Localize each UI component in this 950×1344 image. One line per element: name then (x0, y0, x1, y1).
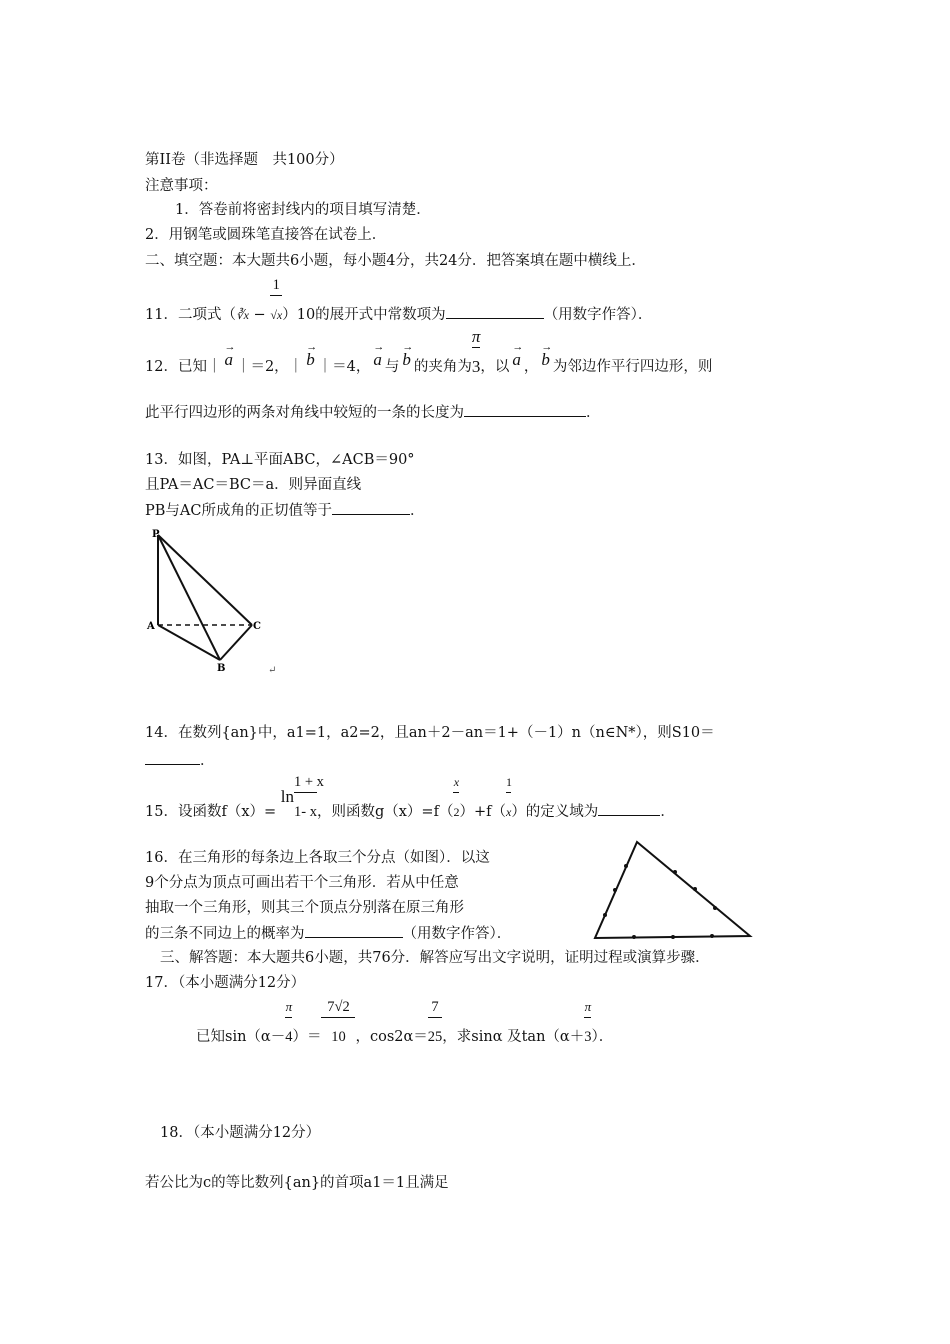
vector-b: → b (306, 350, 315, 370)
q14-line1: 14．在数列{an}中，a1=1，a2=2，且an＋2－an＝1+（－1）n（n∈N*），则S10＝ (145, 725, 715, 741)
q12-answer-blank[interactable] (464, 402, 586, 417)
q11-fraction (270, 277, 283, 325)
q15-mid: ，则函数g（x）=f（ (316, 804, 454, 820)
q17-frac-7-25 (427, 999, 443, 1047)
q15-fraction-3 (505, 775, 512, 822)
q17-n1: 7√2 (321, 997, 355, 1018)
label-a: A (147, 621, 155, 632)
q15-fraction (294, 774, 324, 822)
q15-d3: x (505, 805, 512, 819)
triangle-figure (585, 835, 760, 945)
q17-d1: 10 (331, 1029, 346, 1045)
q13-line3 (145, 500, 424, 521)
return-mark: ↵ (268, 665, 277, 675)
edge-pc (158, 535, 252, 625)
q11-num: 1 (270, 275, 282, 296)
q13-answer-blank[interactable] (332, 500, 410, 515)
q12-angle-text: 的夹角为 (413, 359, 472, 375)
q15-n3: 1 (506, 772, 511, 793)
division-point (613, 888, 617, 892)
q12-tail: 为邻边作平行四边形，则 (552, 359, 713, 375)
q15-ln: ln (280, 787, 294, 806)
q11-den: √x (270, 308, 283, 322)
q11-prefix: 11．二项式（ (145, 307, 236, 323)
q15-fraction-2 (453, 775, 460, 822)
q13-end: ． (409, 503, 425, 519)
q15-d2: 2 (453, 805, 460, 819)
vector-b: → b (541, 350, 550, 370)
division-point (693, 887, 697, 891)
q17-statement (196, 999, 614, 1047)
notice-item-2: 2．用钢笔或圆珠笔直接答在试卷上． (145, 227, 387, 243)
q12-comma: ， (523, 359, 539, 375)
q13-line3-text: PB与AC所成角的正切值等于 (145, 503, 332, 519)
q17-p5: ）． (591, 1029, 614, 1045)
label-c: C (253, 621, 261, 632)
q16-answer-blank[interactable] (305, 923, 403, 938)
vector-a: → a (224, 350, 233, 370)
q17-p4: ，求sinα 及tan（α＋ (442, 1029, 585, 1045)
division-point (624, 864, 628, 868)
q15-num: 1 + x (294, 772, 317, 793)
q12-mid1: ｜＝2，｜ (235, 359, 304, 375)
q17-title: 17．（本小题满分12分） (145, 975, 306, 991)
q12-prefix: 12．已知｜ (145, 359, 222, 375)
q17-four: 4 (285, 1029, 293, 1045)
q11-suffix: ）10的展开式中常数项为 (282, 307, 446, 323)
q17-three: 3 (584, 1029, 592, 1045)
triangle (595, 842, 750, 938)
question-15 (145, 774, 675, 822)
q12-with: ，以 (480, 359, 510, 375)
q15-tail: ）的定义域为 (511, 804, 599, 820)
q14-line2 (145, 750, 215, 771)
q11-minus: − (248, 307, 271, 323)
q17-p1: 已知sin（α－ (196, 1029, 286, 1045)
q17-pi: π (584, 997, 591, 1018)
division-point (632, 935, 636, 939)
section-title: 第II卷（非选择题 共100分） (145, 152, 344, 168)
notice-item-1: 1．答卷前将密封线内的项目填写清楚． (175, 202, 431, 218)
q16-line4 (145, 923, 511, 944)
q16-line2: 9个分点为顶点可画出若干个三角形．若从中任意 (145, 875, 459, 891)
q12-line2-text: 此平行四边形的两条对角线中较短的一条的长度为 (145, 405, 464, 421)
q11-term1: ∛x (235, 308, 249, 322)
question-11 (145, 277, 653, 325)
q17-frac-pi3 (584, 999, 592, 1047)
q17-frac-7r2-10 (321, 999, 355, 1047)
q11-answer-blank[interactable] (446, 304, 544, 319)
q15-den: 1- x (294, 804, 317, 820)
q16-tail: （用数字作答）． (402, 926, 512, 942)
q14-answer-blank[interactable] (145, 750, 200, 765)
division-point (671, 935, 675, 939)
fill-in-heading: 二、填空题：本大题共6小题，每小题4分，共24分．把答案填在题中横线上． (145, 253, 646, 269)
q17-p3: ，cos2α＝ (355, 1029, 428, 1045)
q12-line2 (145, 402, 601, 423)
q17-n2: 7 (428, 997, 443, 1018)
label-p: P (152, 529, 160, 540)
q15-n2: x (453, 772, 459, 793)
division-point (673, 870, 677, 874)
label-b: B (217, 663, 226, 674)
q12-and: 与 (384, 359, 400, 375)
q12-pi: π (471, 326, 481, 346)
q15-end: ． (660, 804, 675, 820)
q16-line1: 16．在三角形的每条边上各取三个分点（如图）．以这 (145, 850, 490, 866)
q13-line1: 13．如图，PA⊥平面ABC，∠ACB＝90° (145, 452, 415, 468)
division-point (603, 913, 607, 917)
edge-pb (158, 535, 220, 660)
q17-d2: 25 (427, 1029, 443, 1045)
q16-line4-text: 的三条不同边上的概率为 (145, 926, 305, 942)
q18-title: 18．（本小题满分12分） (160, 1125, 321, 1141)
edge-bc (220, 625, 252, 660)
division-point (710, 934, 714, 938)
q14-end: ． (200, 753, 215, 769)
q15-prefix: 15．设函数f（x）= (145, 804, 281, 820)
section3-heading: 三、解答题：本大题共6小题，共76分．解答应写出文字说明，证明过程或演算步骤． (160, 950, 710, 966)
q15-answer-blank[interactable] (598, 801, 660, 816)
q12-fraction (471, 326, 481, 378)
q13-line2: 且PA＝AC＝BC＝a．则异面直线 (145, 477, 362, 493)
q17-frac-pi4 (285, 999, 293, 1047)
q17-p2: ）＝ (292, 1029, 322, 1045)
q12-mid2: ｜＝4， (317, 359, 371, 375)
notice-heading: 注意事项： (145, 178, 218, 194)
question-12 (145, 326, 713, 378)
vector-a: → a (373, 350, 382, 370)
q12-end: ． (586, 405, 601, 421)
q17-pi: π (285, 997, 292, 1018)
q16-line3: 抽取一个三角形，则其三个顶点分别落在原三角形 (145, 900, 464, 916)
q12-three: 3 (471, 356, 481, 376)
q15-mid2: ）+f（ (459, 804, 506, 820)
vector-b: → b (402, 350, 411, 370)
vector-a: → a (512, 350, 521, 370)
pyramid-figure (140, 525, 290, 675)
q11-tail: （用数字作答）． (543, 307, 653, 323)
q18-line1: 若公比为c的等比数列{an}的首项a1＝1且满足 (145, 1175, 449, 1191)
division-point (713, 906, 717, 910)
